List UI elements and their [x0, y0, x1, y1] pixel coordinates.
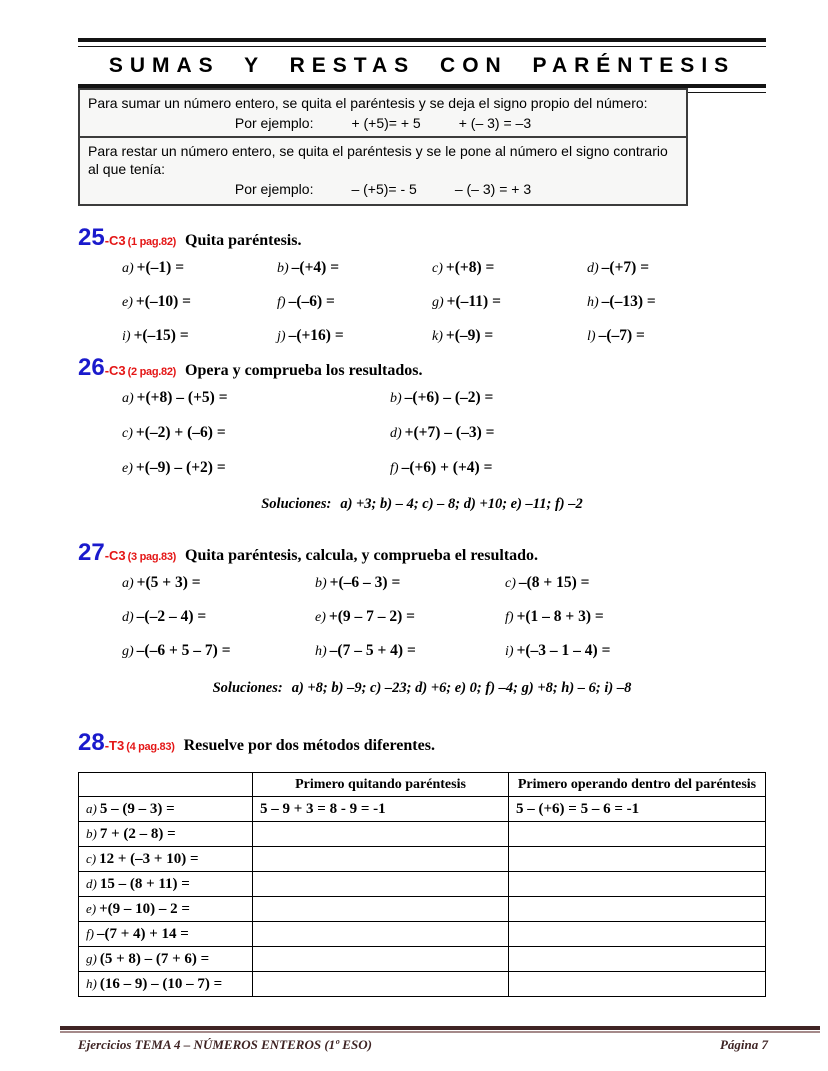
item-letter: g) — [86, 951, 97, 966]
table-row — [79, 847, 766, 872]
exercise-25 — [78, 224, 766, 347]
item-expression: +(–15) = — [133, 327, 189, 344]
item-letter: e) — [122, 461, 133, 476]
rule-box-subtract — [78, 136, 688, 206]
item-expression: +(+8) = — [445, 259, 495, 276]
item-letter: f) — [277, 295, 286, 310]
method-1-cell — [253, 897, 509, 922]
exercise-number: 25 — [78, 224, 105, 251]
footer-left-text: Ejercicios TEMA 4 – NÚMEROS ENTEROS (1º ESO) — [78, 1037, 372, 1052]
exercise-ref: (3 pag.83) — [127, 551, 177, 563]
rule-box-subtract-text: Para restar un número entero, se quita el paréntesis y se le pone al número el signo contrario al que tenía: — [88, 143, 668, 177]
item-letter: g) — [122, 644, 134, 659]
exercise-item — [587, 326, 766, 347]
solutions-label: Soluciones: — [212, 680, 283, 696]
exercise-item — [432, 292, 587, 313]
exercise-item — [315, 573, 505, 594]
example-label: Por ejemplo: — [234, 115, 314, 131]
item-expression: +(–1) = — [136, 259, 185, 276]
item-expression: –(+16) = — [288, 327, 344, 344]
table-row — [79, 947, 766, 972]
table-row — [79, 972, 766, 997]
exercise-instruction: Opera y comprueba los resultados. — [185, 362, 423, 379]
item-expression: –(–2 – 4) = — [136, 608, 207, 625]
item-expression: +(5 + 3) = — [136, 574, 201, 591]
item-letter: j) — [277, 329, 286, 344]
exercise-item — [505, 573, 766, 594]
method-1-cell — [253, 872, 509, 897]
exercise-item — [390, 423, 766, 444]
exercise-item — [432, 258, 587, 279]
item-letter: g) — [432, 295, 444, 310]
item-letter: h) — [86, 976, 97, 991]
item-letter: a) — [86, 801, 97, 816]
item-expression: 7 + (2 – 8) = — [99, 826, 176, 842]
method-1-cell — [253, 822, 509, 847]
item-expression: –(8 + 15) = — [518, 574, 590, 591]
item-letter: a) — [122, 261, 134, 276]
rule-box-sum-text: Para sumar un número entero, se quita el paréntesis y se deja el signo propio del número: — [88, 95, 648, 111]
item-letter: a) — [122, 391, 134, 406]
exercise-item — [122, 423, 390, 444]
item-letter: d) — [390, 426, 402, 441]
exercise-item — [432, 326, 587, 347]
exercise-27-heading — [78, 539, 766, 567]
item-expression: –(+7) = — [601, 259, 650, 276]
item-expression: (16 – 9) – (10 – 7) = — [99, 976, 223, 992]
exercise-ref: (1 pag.82) — [127, 236, 177, 248]
item-letter: i) — [122, 329, 131, 344]
item-expression: 15 – (8 + 11) = — [99, 876, 190, 892]
row-expression — [79, 797, 253, 822]
exercise-tag: -C3 — [104, 363, 126, 378]
item-expression: +(–3 – 1 – 4) = — [516, 642, 611, 659]
exercise-item — [505, 641, 766, 662]
item-expression: –(+6) – (–2) = — [404, 389, 494, 406]
item-expression: +(9 – 10) – 2 = — [99, 901, 190, 917]
solutions-values: a) +3; b) – 4; c) – 8; d) +10; e) –11; f) –2 — [340, 496, 583, 512]
two-methods-table — [78, 772, 766, 997]
item-expression: –(7 – 5 + 4) = — [329, 642, 416, 659]
item-expression: +(–9) – (+2) = — [135, 459, 226, 476]
item-expression: –(–6 + 5 – 7) = — [136, 642, 231, 659]
exercise-tag: -C3 — [104, 548, 126, 563]
item-letter: k) — [432, 329, 443, 344]
footer-rule-dark — [60, 1026, 820, 1030]
item-letter: d) — [86, 876, 97, 891]
page-footer — [78, 1037, 768, 1053]
exercise-28-heading — [78, 729, 766, 757]
solutions-values: a) +8; b) –9; c) –23; d) +6; e) 0; f) –4; g) +8; h) – 6; i) –8 — [291, 680, 632, 696]
header-method-2: Primero operando dentro del paréntesis — [509, 773, 766, 797]
method-2-cell — [509, 947, 766, 972]
item-expression: +(+7) – (–3) = — [404, 424, 495, 441]
method-2-cell — [509, 897, 766, 922]
method-1-cell — [253, 847, 509, 872]
item-expression: –(+4) = — [291, 259, 340, 276]
exercise-26 — [78, 354, 766, 513]
method-1-cell: 5 – 9 + 3 = 8 - 9 = -1 — [253, 797, 509, 822]
item-expression: +(–6 – 3) = — [329, 574, 401, 591]
exercise-number: 26 — [78, 354, 105, 381]
exercise-instruction: Quita paréntesis. — [185, 232, 302, 249]
example-2: – (– 3) = + 3 — [454, 181, 532, 197]
item-expression: +(+8) – (+5) = — [136, 389, 228, 406]
exercise-item — [587, 258, 766, 279]
footer-rule-light — [60, 1031, 820, 1033]
exercise-item — [587, 292, 766, 313]
exercise-item — [315, 641, 505, 662]
item-expression: +(–10) = — [135, 293, 192, 310]
exercise-item — [390, 458, 766, 479]
exercise-item — [122, 258, 277, 279]
item-letter: b) — [315, 576, 327, 591]
method-2-cell — [509, 822, 766, 847]
item-expression: +(–2) + (–6) = — [135, 424, 226, 441]
exercise-item — [122, 641, 315, 662]
rule-box-subtract-examples — [88, 180, 678, 198]
exercise-instruction: Quita paréntesis, calcula, y comprueba el resultado. — [185, 547, 539, 564]
row-expression — [79, 897, 253, 922]
item-letter: l) — [587, 329, 596, 344]
exercise-number: 27 — [78, 539, 105, 566]
item-expression: 12 + (–3 + 10) = — [99, 851, 199, 867]
item-expression: –(7 + 4) + 14 = — [96, 926, 189, 942]
exercise-item — [122, 573, 315, 594]
item-letter: c) — [432, 261, 443, 276]
item-expression: –(–7) = — [598, 327, 645, 344]
exercise-item — [277, 292, 432, 313]
exercise-item — [277, 326, 432, 347]
header-method-1: Primero quitando paréntesis — [253, 773, 509, 797]
table-row — [79, 922, 766, 947]
row-expression — [79, 947, 253, 972]
method-2-cell: 5 – (+6) = 5 – 6 = -1 — [509, 797, 766, 822]
exercise-item — [390, 388, 766, 409]
row-expression — [79, 847, 253, 872]
exercise-item — [122, 326, 277, 347]
item-letter: c) — [505, 576, 516, 591]
item-letter: d) — [587, 261, 599, 276]
item-expression: +(9 – 7 – 2) = — [328, 608, 416, 625]
item-letter: h) — [587, 295, 599, 310]
method-1-cell — [253, 922, 509, 947]
exercise-item — [277, 258, 432, 279]
exercise-25-heading — [78, 224, 766, 252]
exercise-tag: -T3 — [104, 738, 125, 753]
exercise-27 — [78, 539, 766, 697]
title-rule-top-thick — [78, 38, 766, 42]
exercise-ref: (4 pag.83) — [126, 741, 175, 753]
exercise-item — [122, 458, 390, 479]
item-letter: b) — [277, 261, 289, 276]
item-letter: f) — [505, 610, 514, 625]
header-expression-blank — [79, 773, 253, 797]
row-expression — [79, 972, 253, 997]
method-1-cell — [253, 947, 509, 972]
table-row — [79, 822, 766, 847]
solutions-label: Soluciones: — [261, 496, 332, 512]
item-letter: e) — [122, 295, 133, 310]
exercise-tag: -C3 — [104, 233, 126, 248]
example-label: Por ejemplo: — [234, 181, 314, 197]
item-expression: –(–13) = — [601, 293, 656, 310]
exercise-item — [122, 292, 277, 313]
item-letter: b) — [86, 826, 97, 841]
table-row — [79, 797, 766, 822]
method-2-cell — [509, 872, 766, 897]
exercise-item — [505, 607, 766, 628]
exercise-instruction: Resuelve por dos métodos diferentes. — [183, 737, 435, 754]
footer-page-number: Página 7 — [719, 1037, 768, 1052]
method-2-cell — [509, 847, 766, 872]
item-letter: e) — [315, 610, 326, 625]
item-letter: d) — [122, 610, 134, 625]
item-letter: c) — [122, 426, 133, 441]
page-title: SUMAS Y RESTAS CON PARÉNTESIS — [108, 54, 736, 77]
method-2-cell — [509, 922, 766, 947]
item-expression: +(–9) = — [445, 327, 494, 344]
item-letter: h) — [315, 644, 327, 659]
item-letter: f) — [86, 926, 94, 941]
exercise-25-items — [122, 258, 766, 347]
item-letter: b) — [390, 391, 402, 406]
item-letter: c) — [86, 851, 97, 866]
item-expression: (5 + 8) – (7 + 6) = — [99, 951, 210, 967]
exercise-27-items — [122, 573, 766, 662]
rule-box-sum — [78, 88, 688, 140]
method-1-cell — [253, 972, 509, 997]
item-letter: a) — [122, 576, 134, 591]
exercise-26-heading — [78, 354, 766, 382]
row-expression — [79, 922, 253, 947]
item-expression: +(–11) = — [446, 293, 501, 310]
example-1: + (+5)= + 5 — [351, 115, 421, 131]
row-expression — [79, 872, 253, 897]
exercise-28 — [78, 729, 766, 757]
solutions-line — [78, 496, 766, 513]
example-1: – (+5)= - 5 — [351, 181, 417, 197]
title-block — [78, 38, 766, 93]
rule-box-sum-examples — [88, 114, 678, 132]
item-letter: e) — [86, 901, 97, 916]
table-row — [79, 872, 766, 897]
item-letter: f) — [390, 461, 399, 476]
exercise-number: 28 — [78, 729, 105, 756]
item-expression: +(1 – 8 + 3) = — [516, 608, 604, 625]
table-row — [79, 897, 766, 922]
item-expression: –(+6) + (+4) = — [401, 459, 493, 476]
exercise-ref: (2 pag.82) — [127, 366, 177, 378]
exercise-item — [122, 607, 315, 628]
item-letter: i) — [505, 644, 514, 659]
solutions-line — [78, 680, 766, 697]
row-expression — [79, 822, 253, 847]
exercise-item — [315, 607, 505, 628]
example-2: + (– 3) = –3 — [458, 115, 532, 131]
table-header-row — [79, 773, 766, 797]
item-expression: 5 – (9 – 3) = — [99, 801, 175, 817]
method-2-cell — [509, 972, 766, 997]
exercise-26-items — [122, 388, 766, 479]
exercise-item — [122, 388, 390, 409]
item-expression: –(–6) = — [288, 293, 335, 310]
title-rule-top-thin — [78, 46, 766, 47]
